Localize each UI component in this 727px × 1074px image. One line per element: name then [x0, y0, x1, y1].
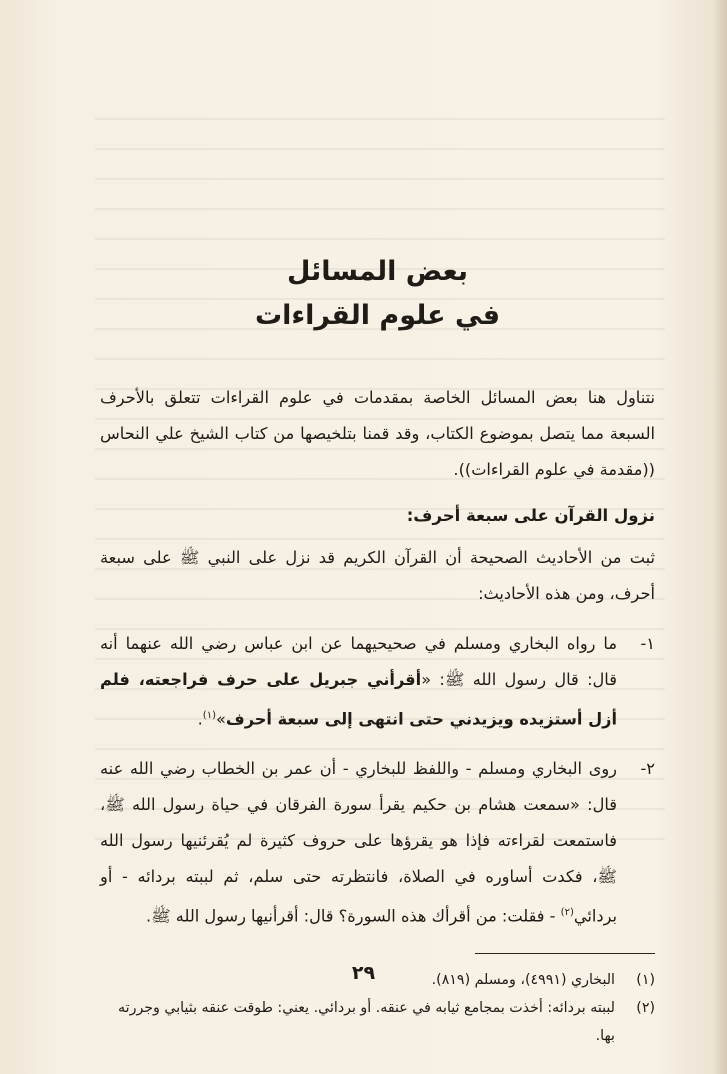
page-number: ٢٩: [351, 962, 376, 984]
chapter-title: [100, 250, 655, 338]
footnote-number: (١): [636, 971, 655, 988]
chapter-title-line2: في علوم القراءات: [254, 300, 501, 331]
intro-paragraph: نتناول هنا بعض المسائل الخاصة بمقدمات في علوم القراءات تتعلق بالأحرف السبعة مما يتصل بموضوع الكتاب، وقد قمنا بتلخيصها من كتاب الشيخ علي النحاس ((مقدمة في علوم القراءات)).: [100, 388, 655, 479]
item-text-close: »: [215, 709, 226, 729]
hadith-item-2: [100, 751, 655, 934]
paragraph-2: ثبت من الأحاديث الصحيحة أن القرآن الكريم قد نزل على النبي ﷺ على سبعة أحرف، ومن هذه الأحاديث:: [100, 548, 655, 603]
footnote-text: لببته بردائه: أخذت بمجامع ثيابه في عنقه. أو بردائي. يعني: طوقت عنقه بثيابي وجررته بها.: [118, 999, 615, 1044]
item-text-end: - فقلت: من أقرأك هذه السورة؟ قال: أقرأنيها رسول الله ﷺ.: [145, 906, 561, 926]
item-body: [100, 626, 617, 737]
item-bold-quote: أقرأني جبريل على حرف فراجعته، فلم أزل أستزيده ويزيدني حتى انتهى إلى سبعة أحرف: [100, 670, 617, 729]
page-content: [100, 250, 655, 1050]
section-heading: نزول القرآن على سبعة أحرف:: [406, 506, 655, 525]
footnote-divider: [475, 953, 655, 954]
footnote-ref[interactable]: (٢): [560, 907, 574, 919]
item-body: [100, 751, 617, 934]
item-text-end: .: [197, 709, 203, 729]
footnote-text: البخاري (٤٩٩١)، ومسلم (٨١٩).: [431, 971, 615, 988]
page-edge-shadow: [713, 0, 727, 1074]
hadith-item-1: [100, 626, 655, 737]
item-number: ٢-: [640, 759, 655, 779]
item-text: روى البخاري ومسلم - واللفظ للبخاري - أن عمر بن الخطاب رضي الله عنه قال: «سمعت هشام بن حكيم يقرأ سورة الفرقان في حياة رسول الله ﷺ، فاستمعت لقراءته فإذا هو يقرؤها على حروف كثيرة لم يُقرئنيها رسول الله ﷺ، فكدت أساوره في الصلاة، فانتظرته حتى سلم، ثم لببته بردائه - أو بردائي: [100, 759, 617, 926]
item-text: ما رواه البخاري ومسلم في صحيحيهما عن ابن عباس رضي الله عنهما أنه قال: قال رسول الله ﷺ: «: [100, 634, 617, 689]
footnote-ref[interactable]: (١): [202, 710, 216, 721]
footnote: [100, 994, 655, 1050]
chapter-title-line1: بعض المسائل: [287, 256, 468, 287]
item-number: ١-: [640, 634, 655, 653]
footnote-number: (٢): [636, 999, 655, 1016]
